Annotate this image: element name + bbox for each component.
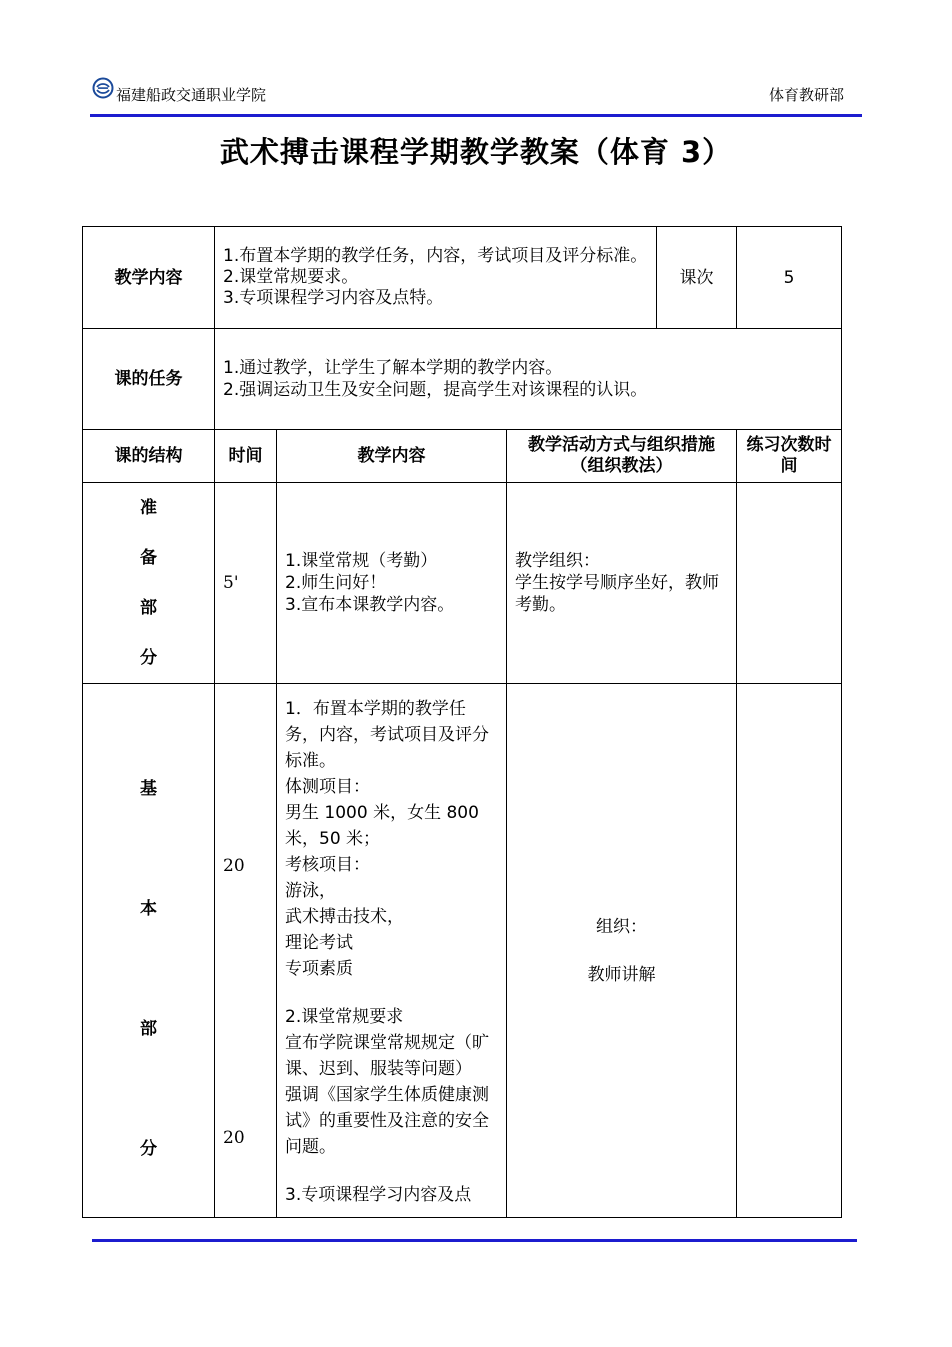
basic-time bbox=[215, 684, 277, 1218]
prep-method-line: 学生按学号顺序坐好，教师考勤。 bbox=[515, 573, 719, 615]
basic-content-line: 1．布置本学期的教学任务，内容，考试项目及评分标准。 bbox=[285, 698, 489, 771]
basic-content-p2 bbox=[285, 1004, 498, 1160]
task-line: 1.通过教学，让学生了解本学期的教学内容。 bbox=[223, 358, 563, 378]
basic-content-line: 理论考试 bbox=[285, 932, 353, 953]
content-line: 2.课堂常规要求。 bbox=[223, 267, 359, 287]
section-char: 本 bbox=[140, 899, 157, 919]
college-logo-icon bbox=[92, 77, 114, 99]
basic-label bbox=[83, 684, 215, 1218]
prep-row bbox=[83, 483, 842, 684]
prep-practice bbox=[737, 483, 842, 684]
basic-row bbox=[83, 684, 842, 1218]
content-cell bbox=[215, 227, 657, 329]
section-char: 备 bbox=[140, 548, 157, 568]
prep-content-line: 1.课堂常规（考勤） bbox=[285, 551, 438, 571]
col-structure: 课的结构 bbox=[83, 430, 215, 483]
prep-content bbox=[277, 483, 507, 684]
basic-method bbox=[507, 684, 737, 1218]
session-value: 5 bbox=[737, 227, 842, 329]
section-char: 分 bbox=[140, 648, 157, 668]
prep-content-line: 2.师生问好！ bbox=[285, 573, 387, 593]
basic-method-line: 教师讲解 bbox=[587, 964, 656, 985]
prep-method-line: 教学组织： bbox=[515, 551, 600, 571]
section-char: 分 bbox=[140, 1139, 157, 1159]
prep-method bbox=[507, 483, 737, 684]
basic-practice bbox=[737, 684, 842, 1218]
header-department: 体育教研部 bbox=[768, 86, 844, 104]
prep-time: 5' bbox=[215, 483, 277, 684]
col-time: 时间 bbox=[215, 430, 277, 483]
section-char: 部 bbox=[140, 1019, 157, 1039]
content-label: 教学内容 bbox=[83, 227, 215, 329]
basic-content-p3 bbox=[285, 1182, 498, 1208]
basic-content-line: 体测项目： bbox=[285, 776, 370, 797]
footer-rule bbox=[92, 1239, 857, 1242]
basic-time-2: 20 bbox=[223, 1127, 245, 1148]
section-char: 基 bbox=[140, 779, 157, 799]
basic-content-line: 武术搏击技术， bbox=[285, 906, 404, 927]
basic-method-line: 组织： bbox=[596, 916, 648, 937]
header-college-name: 福建船政交通职业学院 bbox=[116, 86, 267, 104]
task-cell bbox=[215, 329, 842, 430]
content-line: 1.布置本学期的教学任务，内容，考试项目及评分标准。 bbox=[223, 246, 648, 266]
task-label: 课的任务 bbox=[83, 329, 215, 430]
lesson-plan-table bbox=[82, 226, 842, 1218]
basic-content-line: 游泳， bbox=[285, 880, 336, 901]
basic-content-line: 3.专项课程学习内容及点 bbox=[285, 1184, 472, 1205]
col-practice: 练习次数时间 bbox=[737, 430, 842, 483]
column-header-row bbox=[83, 430, 842, 483]
basic-content-line: 男生 1000 米，女生 800 米，50 米； bbox=[285, 802, 479, 849]
session-label: 课次 bbox=[657, 227, 737, 329]
header-rule bbox=[90, 114, 862, 117]
prep-content-line: 3.宣布本课教学内容。 bbox=[285, 595, 455, 615]
content-row bbox=[83, 227, 842, 329]
basic-content-line: 强调《国家学生体质健康测试》的重要性及注意的安全问题。 bbox=[285, 1084, 489, 1157]
task-row bbox=[83, 329, 842, 430]
content-line: 3.专项课程学习内容及点特。 bbox=[223, 288, 444, 308]
basic-content-p1 bbox=[285, 696, 498, 982]
page-title: 武术搏击课程学期教学教案（体育 3） bbox=[219, 135, 733, 169]
basic-content bbox=[277, 684, 507, 1218]
basic-content-line: 专项素质 bbox=[285, 958, 353, 979]
basic-content-line: 考核项目： bbox=[285, 854, 370, 875]
section-char: 准 bbox=[140, 498, 157, 518]
col-content: 教学内容 bbox=[277, 430, 507, 483]
task-line: 2.强调运动卫生及安全问题，提高学生对该课程的认识。 bbox=[223, 380, 648, 400]
basic-content-line: 2.课堂常规要求 bbox=[285, 1006, 404, 1027]
section-char: 部 bbox=[140, 598, 157, 618]
prep-label bbox=[83, 483, 215, 684]
basic-time-1: 20 bbox=[223, 855, 245, 876]
col-method: 教学活动方式与组织措施（组织教法） bbox=[507, 430, 737, 483]
basic-content-line: 宣布学院课堂常规规定（旷课、迟到、服装等问题） bbox=[285, 1032, 489, 1079]
